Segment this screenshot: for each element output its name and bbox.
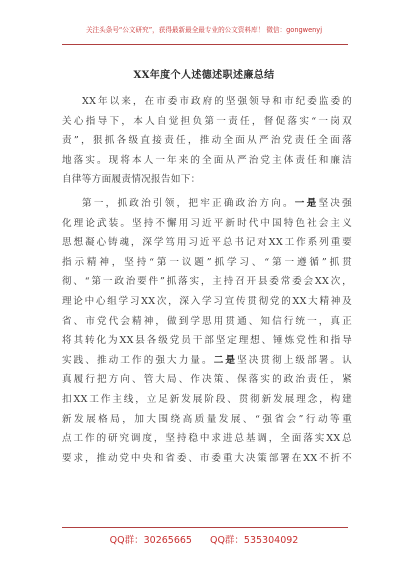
point-one-lead: 一是 [294,198,319,209]
section1-text: 坚决强 [318,198,352,209]
section1-heading: 第一，抓政治引领，把牢正确政治方向。 [82,198,295,209]
document-title: XX年度个人述德述职述廉总结 [133,70,275,81]
body-line: 彻、“第一政治要件”抓落实，主持召开县委常委会XX次， [62,276,352,288]
body-line: 新发展格局，加大围绕高质量发展、“强省会”行动等重 [62,413,352,425]
intro-line: 关心指导下，本人自觉担负第一责任，督促落实“一岗双 [62,115,352,127]
intro-paragraph [62,92,352,190]
body-line: 思想凝心铸魂，深学笃用习近平总书记对XX工作系列重要 [62,237,352,249]
qq-group-1: QQ群：30265665 [109,535,192,546]
body-line: 将其转化为XX县各级党员干部坚定理想、锤炼党性和指导 [62,335,352,347]
body-text: 坚决贯彻上级部署。认 [237,354,352,366]
body-line: 点工作的研究调度，坚持稳中求进总基调，全面落实XX总 [62,433,352,445]
body-text: 实践、推动工作的强大力量。 [62,354,214,366]
body-line: 省、市党代会精神，做到学思用贯通、知信行统一，真正 [62,315,352,327]
intro-line: 地落实。现将本人一年来的全面从严治党主体责任和廉洁 [62,154,352,166]
qq-group-2: QQ群：535304092 [209,535,299,546]
intro-line: 自律等方面履责情况报告如下： [62,174,201,186]
footer [0,532,408,546]
point-two-lead: 二是 [213,354,238,366]
intro-line: XX年以来，在市委市政府的坚强领导和市纪委监委的 [82,96,352,107]
body-line: 理论中心组学习XX次，深入学习宣传贯彻党的XX大精神及 [62,295,352,307]
header-divider [62,44,348,45]
intro-line: 责”，狠抓各级直接责任，推动全面从严治党责任全面落 [62,135,352,147]
body-line: 化理论武装。坚持不懈用习近平新时代中国特色社会主义 [62,217,352,229]
body-line-with-lead [62,351,352,371]
body-line: 真履行把方向、管大局、作决策、保落实的政治责任，紧 [62,374,352,386]
header-banner: 关注头条号“公文研究”，获得最新最全最专业的公文资料库！ 微信：gongwenyj [85,26,323,34]
section1-first-line [62,194,352,214]
section1-paragraph [62,194,352,468]
body-line: 扣XX工作主线，立足新发展阶段、贯彻新发展理念，构建 [62,393,352,405]
body-line: 指示精神，坚持“第一议题”抓学习、“第一遵循”抓贯 [62,256,352,268]
footer-divider [62,527,348,528]
body-line: 要求，推动党中央和省委、市委重大决策部署在XX不折不 [62,452,352,464]
